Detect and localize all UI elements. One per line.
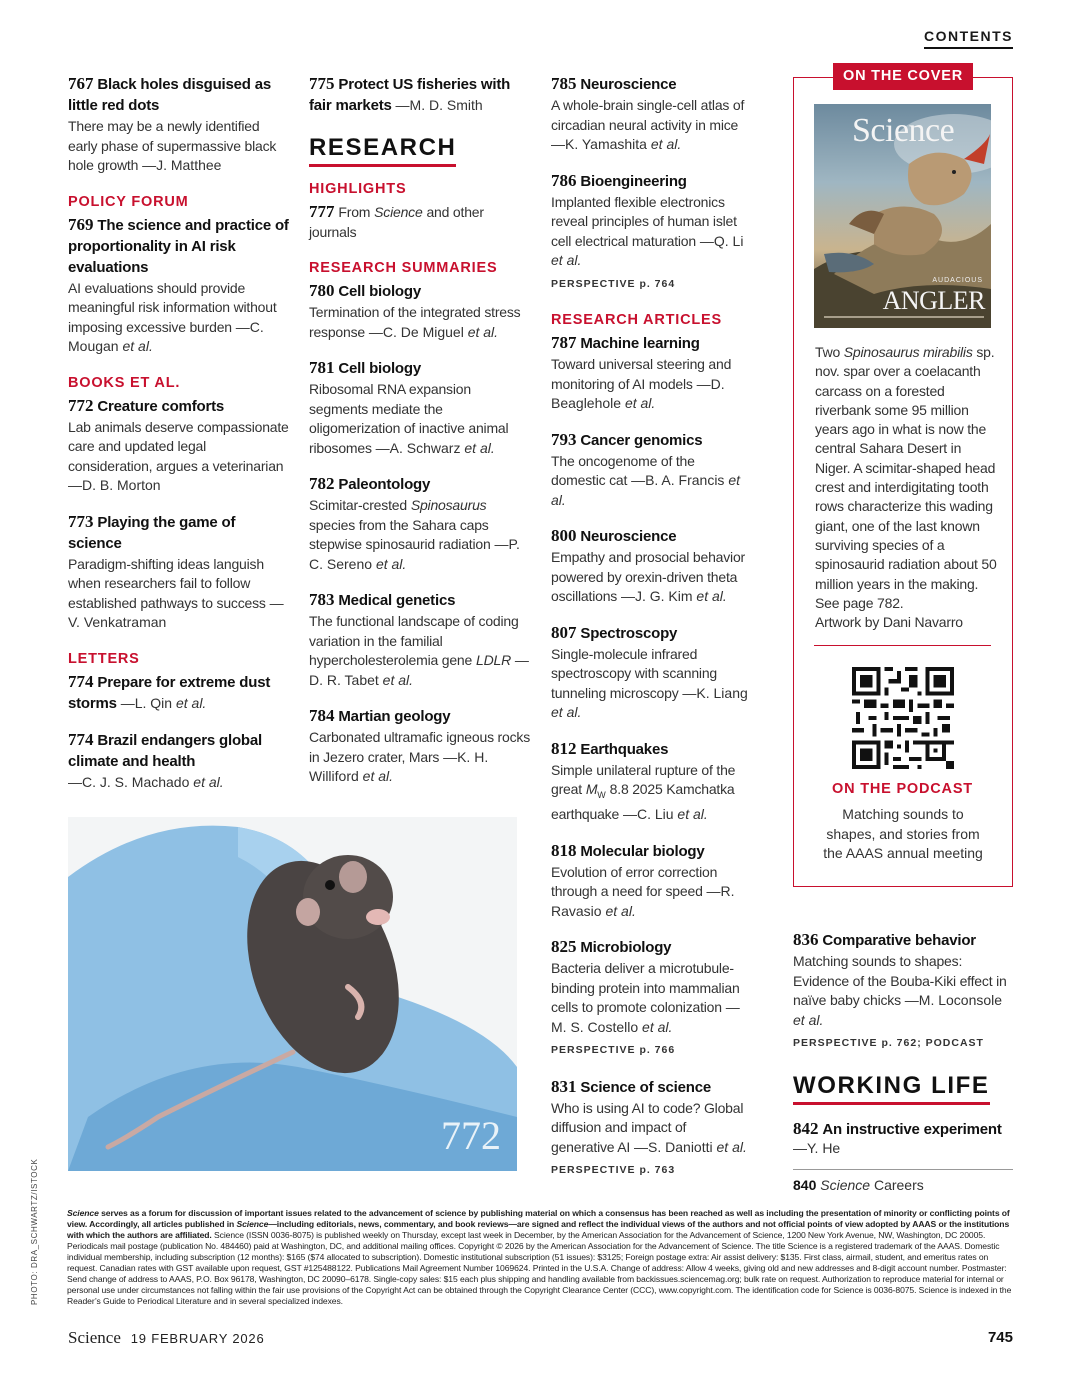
page-number: 774 — [68, 671, 94, 691]
entry-desc: Careers — [873, 1176, 924, 1193]
entry-desc: Single-molecule infrared spectroscopy with scanning tunneling microscopy — [551, 645, 717, 701]
entry-author: —K. Yamashita — [551, 136, 647, 152]
entry-desc: and other journals — [309, 204, 484, 240]
section-highlights: HIGHLIGHTS — [309, 181, 407, 197]
toc-entry-773[interactable] — [68, 512, 290, 633]
entry-author: —C. J. S. Machado — [68, 773, 190, 790]
working-life-heading: WORKING LIFE — [793, 1072, 990, 1105]
entry-author: —B. A. Francis — [631, 472, 725, 488]
entry-desc: Termination of the integrated stress response — [309, 304, 521, 340]
cover-headline: ANGLER — [882, 286, 985, 315]
page-number: 773 — [68, 511, 94, 531]
page-number: 836 — [793, 930, 819, 949]
entry-desc: The oncogenome of the domestic cat — [551, 452, 695, 488]
toc-entry-831[interactable] — [551, 1077, 751, 1181]
entry-author: —K. Liang — [682, 684, 748, 701]
entry-title: Brazil endangers global climate and health — [68, 731, 262, 770]
toc-entry-840[interactable] — [793, 1176, 1015, 1196]
footer-text: serves as a forum for discussion of important issues related to the advancement of science by publishing material on which a consensus has been reached as well as including the presentation of minority or conflicting points of view. Accordingly, all articles published in — [67, 1208, 1010, 1229]
page-number: 800 — [551, 526, 577, 545]
entry-title: Machine learning — [580, 335, 700, 352]
footer-text: Science — [236, 1219, 269, 1229]
et-al: et al. — [375, 555, 407, 572]
page-number: 775 — [309, 74, 335, 93]
toc-entry-842[interactable] — [793, 1119, 1015, 1159]
photo-mouse[interactable] — [68, 817, 517, 1171]
entry-title: Microbiology — [580, 939, 672, 957]
entry-desc: The functional landscape of coding variation in the familial hypercholesterolemia gene — [309, 613, 519, 668]
entry-author: —K. H. Williford — [309, 748, 489, 784]
toc-entry-767[interactable] — [68, 74, 290, 176]
caption-text: sp. nov. spar over a coelacanth carcass on a forested riverbank some 95 million years ago in what is now the central Sahara Desert in Niger. A scimitar-shaped head crest and interdigitating tooth rows characterize this wading giant, one of the last known surviving species of a spinosaurid radiation about 50 million years in the making. See page 782. — [815, 344, 997, 611]
page-number-footer: 745 — [987, 1329, 1013, 1346]
page-number: 807 — [551, 622, 577, 642]
research-heading: RESEARCH — [309, 134, 456, 167]
page-number: 784 — [309, 706, 335, 725]
et-al: et al. — [551, 704, 582, 720]
entry-title: Prepare for extreme dust storms — [68, 673, 271, 712]
entry-author: —J. G. Kim — [620, 588, 693, 604]
page-number: 772 — [68, 395, 94, 415]
podcast-qr-code[interactable] — [852, 667, 954, 769]
footer-text: Science (ISSN 0036-8075) is published weekly on Thursday, except last week in December, by the American Association for the Advancement of Science, 1200 New York Avenue, NW, Washington, DC 20005. Periodicals mail postage (publication No. 484460) paid at Washington, DC, and additional mailing offices. Copyright © 2026 by the American Association for the Advancement of Science. The title Science is a registered trademark of the AAAS. Domestic individual membership, including subscription (12 months): $165 ($74 allocated to subscription). Domestic institutional subscription (51 issues): $3125; Foreign postage extra: Air assist delivery: $135. First class, airmail, student, and emeritus rates on request. Canadian rates with GST available upon request, GST #125488122. Publications Mail Agreement Number 1069624. Printed in the U.S.A. — [67, 1230, 1000, 1273]
section-label: CONTENTS — [924, 28, 1013, 49]
entry-title: Creature comforts — [97, 397, 225, 415]
toc-entry-774a[interactable] — [68, 672, 290, 714]
toc-entry-774b[interactable] — [68, 730, 290, 793]
entry-title: Spectroscopy — [580, 624, 678, 642]
entry-desc: Scimitar-crested — [309, 497, 407, 513]
entry-desc: Matching sounds to shapes: Evidence of the Bouba-Kiki effect in naïve baby chicks — [793, 953, 1007, 1008]
toc-entry-782[interactable] — [309, 474, 533, 574]
entry-title: The science and practice of proportionality in AI risk evaluations — [68, 216, 289, 276]
et-al: et al. — [793, 1011, 824, 1028]
page-number: 818 — [551, 840, 577, 860]
entry-author: —Q. Li — [699, 232, 744, 249]
page-number: 842 — [793, 1118, 819, 1138]
entry-title: Medical genetics — [338, 592, 456, 609]
toc-entry-772[interactable] — [68, 396, 290, 496]
footer-magazine: Science — [68, 1328, 121, 1347]
page-number: 831 — [551, 1076, 577, 1096]
toc-entry-812[interactable] — [551, 739, 751, 825]
toc-entry-785[interactable] — [551, 74, 751, 155]
entry-desc: From — [338, 204, 371, 220]
section-letters: LETTERS — [68, 650, 140, 667]
entry-author: —S. Daniotti — [634, 1138, 713, 1155]
et-al: et al. — [605, 902, 636, 919]
et-al: et al. — [551, 252, 582, 268]
et-al: et al. — [175, 694, 207, 711]
et-al: et al. — [650, 136, 682, 152]
toc-entry-793[interactable] — [551, 430, 751, 511]
toc-entry-786[interactable] — [551, 171, 751, 295]
podcast-description[interactable]: Matching sounds to shapes, and stories from the AAAS annual meeting — [823, 806, 983, 861]
entry-author: —M. Loconsole — [904, 992, 1003, 1008]
entry-title: Cell biology — [338, 360, 421, 377]
cover-caption — [815, 343, 997, 632]
page-number: 780 — [309, 281, 335, 300]
page-number: 786 — [551, 170, 577, 190]
publication-statement — [67, 1208, 1013, 1307]
column-2 — [309, 74, 533, 787]
page-number: 769 — [68, 214, 94, 234]
entry-title: Science of science — [580, 1078, 712, 1096]
column-4 — [793, 930, 1015, 1195]
entry-title: Paleontology — [338, 476, 431, 493]
page-number: 767 — [68, 74, 94, 93]
entry-desc-italic: Spinosaurus — [410, 497, 487, 513]
entry-desc: Ribosomal RNA expansion segments mediate the oligomerization of inactive animal ribosomes — [309, 381, 509, 456]
entry-title: Molecular biology — [580, 842, 705, 860]
toc-entry-775[interactable] — [309, 74, 533, 116]
et-al: et al. — [193, 773, 224, 790]
entry-title: Protect US fisheries with fair markets — [309, 76, 511, 114]
entry-desc: Evolution of error correction through a need for speed — [551, 863, 718, 900]
entry-title: Earthquakes — [580, 740, 669, 758]
et-al: et al. — [551, 472, 741, 508]
entry-desc: Empathy and prosocial behavior powered by orexin-driven theta oscillations — [551, 549, 746, 604]
toc-entry-783[interactable] — [309, 590, 533, 690]
magnitude-symbol: M — [585, 781, 598, 797]
section-research-summaries: RESEARCH SUMMARIES — [309, 260, 498, 276]
entry-title: Bioengineering — [580, 172, 687, 190]
entry-desc: There may be a newly identified early phase of supermassive black hole growth — [68, 118, 277, 173]
entry-desc: Who is using AI to code? Global diffusion and impact of generative AI — [551, 1099, 744, 1155]
entry-author: —M. D. Smith — [395, 97, 483, 113]
section-policy-forum: POLICY FORUM — [68, 193, 189, 210]
entry-author: —M. S. Costello — [551, 999, 740, 1035]
entry-desc: Lab animals deserve compassionate care and updated legal consideration, argues a veterinarian — [68, 418, 289, 474]
toc-entry-787[interactable] — [551, 333, 751, 414]
entry-desc: Bacteria deliver a microtubule-binding protein into mammalian cells to promote colonization — [551, 960, 740, 1016]
perspective-ref[interactable]: PERSPECTIVE p. 766 — [551, 1044, 676, 1057]
toc-entry-781[interactable] — [309, 358, 533, 458]
entry-title: Neuroscience — [580, 528, 677, 545]
toc-entry-800[interactable] — [551, 526, 751, 607]
entry-title: Cancer genomics — [580, 431, 703, 449]
entry-author: —C. De Miguel — [368, 323, 464, 340]
entry-desc: Paradigm-shifting ideas languish when researchers fail to follow established pathways to success — [68, 555, 266, 611]
entry-desc: AI evaluations should provide meaningful risk information without imposing excessive burden — [68, 279, 277, 335]
entry-author: —P. C. Sereno — [309, 536, 520, 572]
entry-author: —D. R. Tabet — [309, 652, 529, 688]
cover-footnote-line — [824, 316, 984, 318]
divider — [793, 1169, 1013, 1170]
entry-title: Cell biology — [338, 283, 421, 300]
toc-entry-784[interactable] — [309, 706, 533, 787]
footer-text: —including editorials, news, commentary, and book reviews—are signed and reflect the individual views of the authors and not official points of view adopted by AAAS or the institutions with which the authors are affiliated. — [67, 1219, 1010, 1240]
entry-author: —R. Ravasio — [551, 883, 735, 919]
entry-author: —D. Beaglehole — [551, 375, 725, 411]
et-al: et al. — [382, 671, 414, 688]
page-number: 783 — [309, 590, 335, 609]
entry-author: —C. Mougan — [68, 318, 264, 354]
page-number: 781 — [309, 358, 335, 377]
et-al: et al. — [122, 338, 153, 354]
et-al: et al. — [677, 806, 708, 823]
footer-text: Change of address: Allow 4 weeks, giving old and new addresses and 8-digit account number. Postmaster: Send change of address to AAAS, P.O. Box 96178, Washington, DC 20090–6178. Single-copy sales: $15 each plus shipping and handling available from backissues.sciencemag.org; bulk rate on request. Authorization to reproduce material for internal or personal use under circumstances not falling within the fair use provisions of the Copyright Act can be obtained through the Copyright Clearance Center (CCC), www.copyright.com. The identification code for Science is 0036-8075. Science is indexed in the Reader’s Guide to Periodical Literature and in several specialized indexes. — [67, 1263, 1012, 1306]
perspective-ref[interactable]: PERSPECTIVE p. 763 — [551, 1164, 676, 1177]
et-al: et al. — [716, 1138, 747, 1155]
toc-entry-807[interactable] — [551, 623, 751, 723]
photo-page-label: 772 — [441, 1113, 501, 1158]
column-1 — [68, 74, 290, 792]
footer-date: 19 FEBRUARY 2026 — [130, 1331, 265, 1346]
page-number: 774 — [68, 729, 94, 749]
page-number: 777 — [309, 202, 335, 221]
toc-entry-836[interactable] — [793, 930, 1015, 1054]
entry-desc-italic: LDLR — [476, 652, 511, 668]
page-number: 785 — [551, 74, 577, 93]
section-books: BOOKS ET AL. — [68, 374, 181, 391]
entry-title: Martian geology — [338, 708, 451, 725]
on-the-cover-label: ON THE COVER — [833, 63, 973, 90]
et-al: et al. — [642, 1018, 673, 1035]
page-number: 825 — [551, 937, 577, 957]
et-al: et al. — [467, 323, 499, 340]
perspective-ref[interactable]: PERSPECTIVE p. 764 — [551, 277, 676, 290]
page-number: 812 — [551, 738, 577, 758]
artwork-credit: Artwork by Dani Navarro — [815, 614, 963, 631]
page-number: 782 — [309, 474, 335, 493]
entry-author: —V. Venkatraman — [68, 594, 284, 630]
section-research-articles: RESEARCH ARTICLES — [551, 312, 722, 328]
entry-author: —Y. He — [793, 1140, 841, 1156]
toc-entry-818[interactable] — [551, 841, 751, 922]
et-al: et al. — [624, 395, 656, 411]
toc-entry-777[interactable] — [309, 202, 533, 242]
et-al: et al. — [464, 439, 495, 456]
toc-entry-825[interactable] — [551, 937, 751, 1061]
entry-desc: 8.8 2025 Kamchatka earthquake — [551, 781, 735, 823]
page-number: 793 — [551, 429, 577, 449]
toc-entry-769[interactable] — [68, 215, 290, 357]
entry-desc: Toward universal steering and monitoring of AI models — [551, 356, 732, 392]
entry-desc: Implanted flexible electronics reveal principles of human islet cell electrical maturation — [551, 193, 737, 249]
page-footer-left — [68, 1328, 264, 1348]
entry-title: Neuroscience — [580, 76, 677, 93]
divider — [814, 645, 991, 646]
entry-desc: Simple unilateral rupture of the great — [551, 761, 736, 797]
entry-desc: Carbonated ultramafic igneous rocks in Jezero crater, Mars — [309, 729, 531, 765]
page-number: 840 — [793, 1176, 817, 1193]
et-al: et al. — [362, 768, 394, 784]
entry-title: An instructive experiment — [822, 1120, 1002, 1138]
on-the-podcast-label: ON THE PODCAST — [832, 781, 973, 797]
column-3 — [551, 74, 751, 1181]
perspective-ref[interactable]: PERSPECTIVE p. 762; PODCAST — [793, 1037, 984, 1049]
entry-title: Comparative behavior — [822, 932, 976, 949]
cover-masthead: Science — [852, 112, 955, 149]
entry-author: —A. Schwarz — [375, 439, 461, 456]
magnitude-subscript: W — [597, 789, 606, 800]
footer-text: Science — [67, 1208, 99, 1218]
page-number: 787 — [551, 333, 577, 352]
toc-entry-780[interactable] — [309, 281, 533, 342]
entry-author: —J. Matthee — [142, 157, 222, 173]
entry-desc-italic: Science — [820, 1176, 871, 1193]
entry-desc-italic: Science — [374, 204, 423, 220]
photo-credit: PHOTO: DRA_SCHWARTZ/ISTOCK — [30, 1158, 39, 1305]
caption-text: Two — [815, 344, 841, 360]
entry-author: —L. Qin — [120, 694, 173, 711]
entry-desc: A whole-brain single-cell atlas of circadian neural activity in mice — [551, 97, 745, 133]
entry-desc: species from the Sahara caps stepwise spinosaurid radiation — [309, 516, 491, 552]
entry-title: Black holes disguised as little red dots — [68, 76, 271, 114]
entry-title: Playing the game of science — [68, 513, 236, 552]
caption-species: Spinosaurus mirabilis — [843, 344, 973, 360]
entry-author: —C. Liu — [622, 806, 674, 823]
et-al: et al. — [696, 588, 727, 604]
entry-author: —D. B. Morton — [68, 477, 161, 493]
cover-image[interactable] — [814, 104, 991, 328]
cover-sub: AUDACIOUS — [932, 277, 983, 284]
